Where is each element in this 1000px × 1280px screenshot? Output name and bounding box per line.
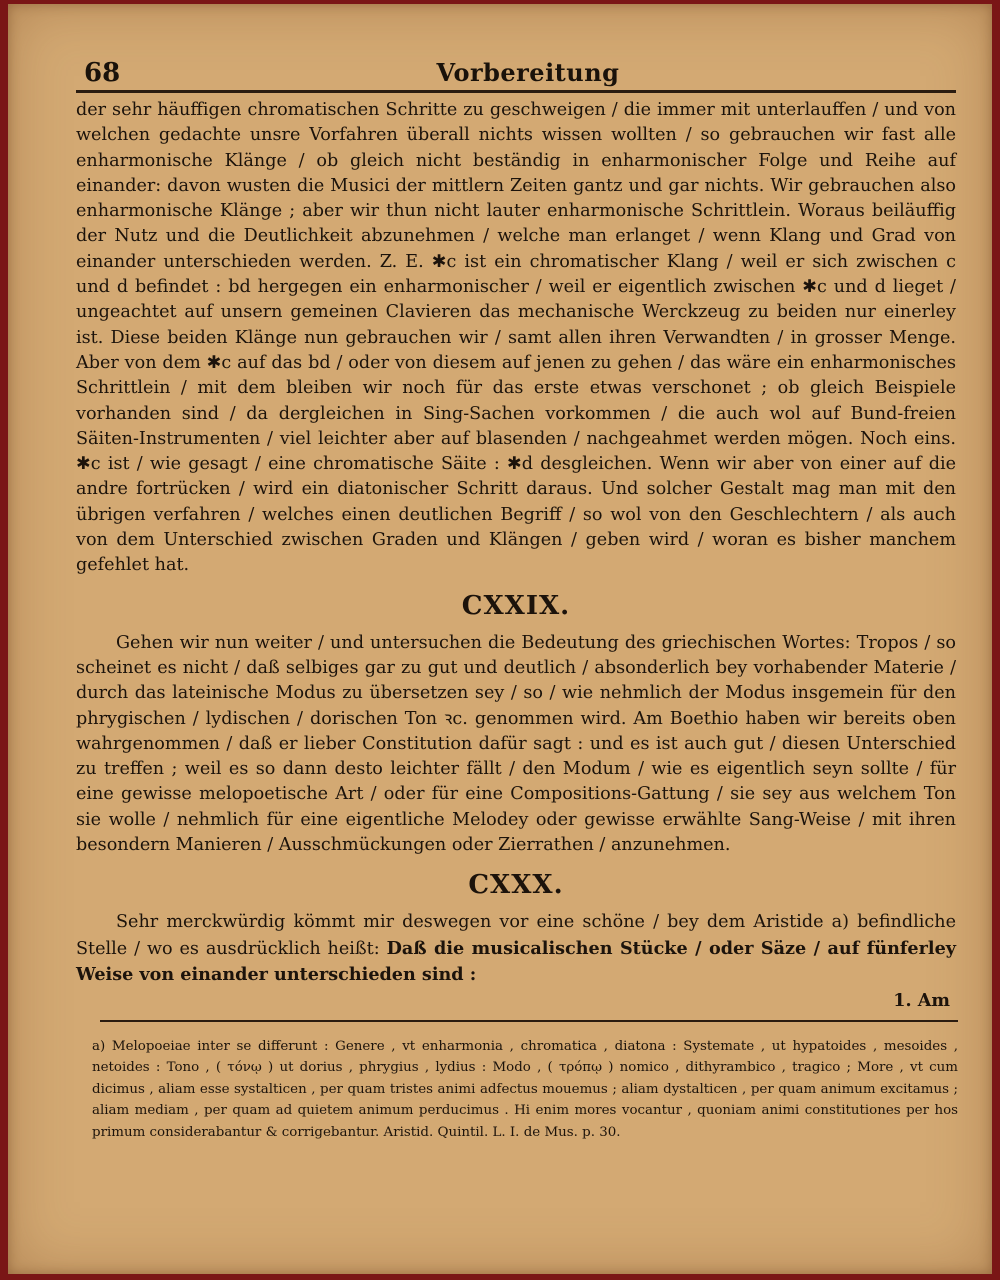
paragraph-continued: der sehr häuffigen chromatischen Schritte zu geschweigen / die immer mit unterlauffen / und von welchen gedachte unsre Vorfahren überall nichts wissen wollten / so gebrauchen wir fast alle enharmonische Klänge / ob gleich nicht beständig in enharmonischer Folge und Reihe auf einander: davon wusten die Musici der mittlern Zeiten gantz und gar nichts. Wir gebrauchen also enharmonische Klänge ; aber wir thun nicht lauter enharmonische Schrittlein. Woraus beiläuffig der Nutz und die Deutlichkeit abzunehmen / welche man erlanget / wenn Klang und Grad von einander unterschieden werden. Z. E. ✱c ist ein chromatischer Klang / weil er sich zwischen c und d befindet : bd hergegen ein enharmonischer / weil er eigentlich zwischen ✱c und d lieget / ungeachtet auf unsern gemeinen Clavieren das mechanische Werckzeug zu beiden nur einerley ist. Diese beiden Klänge nun gebrauchen wir / samt allen ihren Verwandten / in grosser Menge. Aber von dem ✱c auf das bd / oder von diesem auf jenen zu gehen / das wäre ein enharmonisches Schrittlein / mit dem bleiben wir noch für das erste etwas verschonet ; ob gleich Beispiele vorhanden sind / da dergleichen in Sing-Sachen vorkommen / die auch wol auf Bund-freien Säiten-Instrumenten / viel leichter aber auf blasenden / nachgeahmet werden mögen. Noch eins. ✱c ist / wie gesagt / eine chromatische Säite : ✱d desgleichen. Wenn wir aber von einer auf die andre fortrücken / wird ein diatonischer Schritt daraus. Und solcher Gestalt mag man mit den übrigen verfahren / welches einen deutlichen Begriff / so wol von den Geschlechtern / als auch von dem Unterschied zwischen Graden und Klängen / geben wird / woran es bisher manchem gefehlet hat. — [76, 100, 956, 576]
page-header — [84, 52, 972, 92]
header-rule — [76, 90, 956, 93]
footnote-a: a) Melopoeiae inter se differunt : Genere , vt enharmonia , chromatica , diatona : Systemate , ut hypatoides , mesoides , netoides : Tono , ( τόνῳ ) ut dorius , phrygius , lydius : Modo , ( τρόπῳ ) nomico , dithyrambico , tragico ; More , vt cum dicimus , aliam esse systalticen , per quam tristes animi adfectus mouemus ; aliam dystalticen , per quam animum excitamus ; aliam mediam , per quam ad quietem animum perducimus . Hi enim mores vocantur , quoniam animi constitutiones per hos primum considerabantur & corrigebantur. Aristid. Quintil. L. I. de Mus. p. 30. — [92, 1039, 958, 1140]
paragraph-cxxix: Gehen wir nun weiter / und untersuchen die Bedeutung des griechischen Wortes: Tropos / so scheinet es nicht / daß selbiges gar zu gut und deutlich / absonderlich bey vorhabender Materie / durch das lateinische Modus zu übersetzen sey / so / wie nehmlich der Modus insgemein für den phrygischen / lydischen / dorischen Ton ꝛc. genommen wird. Am Boethio haben wir bereits oben wahrgenommen / daß er lieber Constitution dafür sagt : und es ist auch gut / diesen Unterschied zu treffen ; weil es so dann desto leichter fällt / den Modum / wie es eigentlich seyn sollte / für eine gewisse melopoetische Art / oder für eine Compositions-Gattung / sie sey aus welchem Ton sie wolle / nehmlich für eine eigentliche Melodey oder gewisse erwählte Sang-Weise / mit ihren besondern Manieren / Ausschmückungen oder Zierrathen / anzunehmen. — [76, 632, 956, 856]
paragraph-cxxx — [76, 910, 956, 988]
catchword: 1. Am — [893, 990, 950, 1012]
section-heading-cxxx: CXXX. — [468, 870, 564, 901]
footnote-block — [92, 1036, 958, 1143]
section-heading-cxxix: CXXIX. — [461, 590, 571, 621]
page-number: 68 — [84, 58, 121, 88]
paragraph-cxxx-text: Sehr merckwürdig kömmt mir deswegen vor eine schöne / bey dem Aristide a) befindliche Stelle / wo es ausdrücklich heißt: — [76, 912, 956, 959]
footnote-rule — [100, 1020, 958, 1022]
running-head: Vorbereitung — [436, 58, 620, 87]
main-text — [76, 98, 956, 1014]
emphasized-quote: Daß die musicalischen Stücke / oder Säze / auf fünferley Weise von einander unterschieden sind : — [76, 937, 956, 985]
